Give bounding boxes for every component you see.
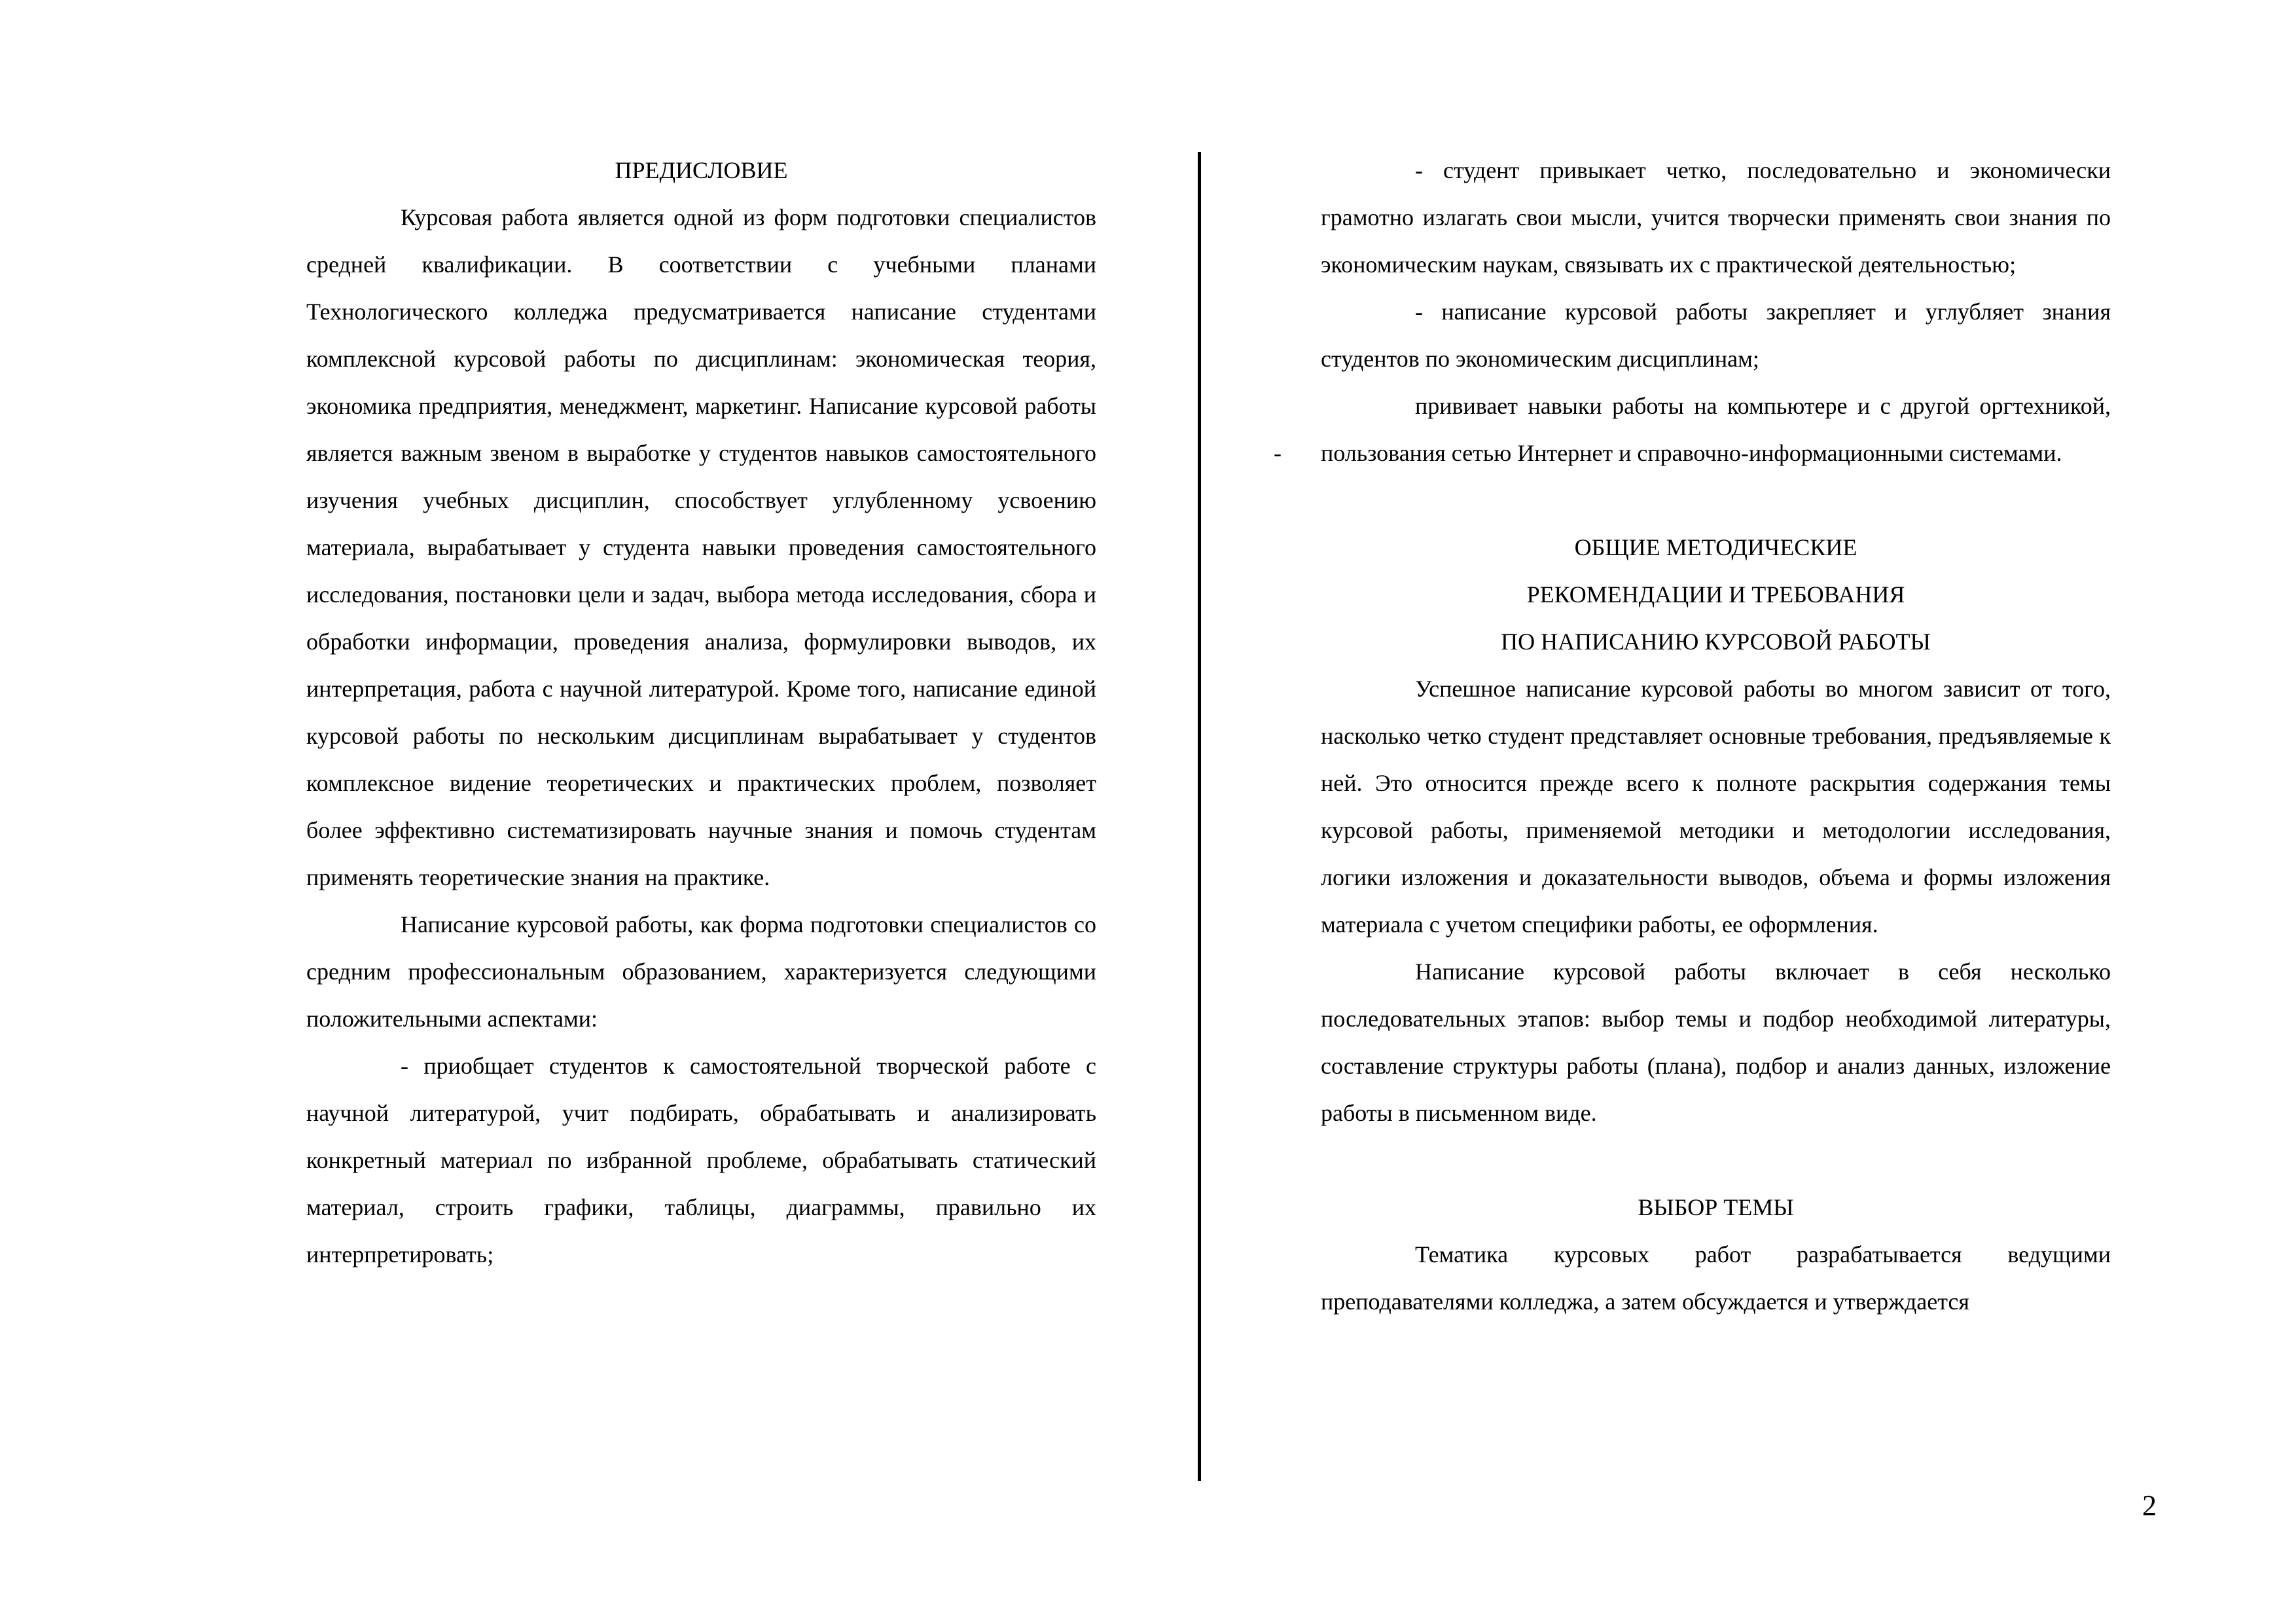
right-column — [1321, 147, 2111, 1325]
preface-list-item-4: прививает навыки работы на компьютере и с другой оргтехникой, пользования сетью Интернет и справочно-информационными системами. — [1321, 393, 2111, 466]
preface-paragraph-2: Написание курсовой работы, как форма подготовки специалистов со средним профессиональным образованием, характеризуется следующими положительными аспектами: — [306, 911, 1096, 1032]
list-dash-marker: - — [1274, 440, 1282, 466]
section-heading-line-3: ПО НАПИСАНИЮ КУРСОВОЙ РАБОТЫ — [1501, 629, 1931, 655]
topic-choice-heading: ВЫБОР ТЕМЫ — [1638, 1194, 1794, 1220]
column-divider — [1198, 152, 1201, 1481]
page-number: 2 — [2142, 1489, 2157, 1522]
section-heading-line-1: ОБЩИЕ МЕТОДИЧЕСКИЕ — [1574, 534, 1857, 560]
topic-choice-paragraph: Тематика курсовых работ разрабатывается ведущими преподавателями колледжа, а затем обсуждается и утверждается — [1321, 1241, 2111, 1315]
section-heading-line-2: РЕКОМЕНДАЦИИ И ТРЕБОВАНИЯ — [1526, 581, 1905, 608]
section-gap — [1321, 477, 2111, 524]
preface-paragraph-1: Курсовая работа является одной из форм подготовки специалистов средней квалификации. В соответствии с учебными планами Технологического колледжа предусматривается написание студентами комплексной курсовой работы по дисциплинам: экономическая теория, экономика предприятия, менеджмент, маркетинг. Написание курсовой работы является важным звеном в выработке у студентов навыков самостоятельного изучения учебных дисциплин, способствует углубленному усвоению материала, вырабатывает у студента навыки проведения самостоятельного исследования, постановки цели и задач, выбора метода исследования, сбора и обработки информации, проведения анализа, формулировки выводов, их интерпретация, работа с научной литературой. Кроме того, написание единой курсовой работы по нескольким дисциплинам вырабатывает у студентов комплексное видение теоретических и практических проблем, позволяет более эффективно систематизировать научные знания и помочь студентам применять теоретические знания на практике. — [306, 204, 1096, 890]
preface-list-item-3: - написание курсовой работы закрепляет и углубляет знания студентов по экономическим дисциплинам; — [1321, 299, 2111, 372]
section-gap — [1321, 1137, 2111, 1184]
left-column — [306, 147, 1096, 1278]
methodology-paragraph-1: Успешное написание курсовой работы во многом зависит от того, насколько четко студент представляет основные требования, предъявляемые к ней. Это относится прежде всего к полноте раскрытия содержания темы курсовой работы, применяемой методики и методологии исследования, логики изложения и доказательности выводов, объема и формы изложения материала с учетом специфики работы, ее оформления. — [1321, 676, 2111, 938]
preface-list-item-1: - приобщает студентов к самостоятельной творческой работе с научной литературой, учит подбирать, обрабатывать и анализировать конкретный материал по избранной проблеме, обрабатывать статический материал, строить графики, таблицы, диаграммы, правильно их интерпретировать; — [306, 1053, 1096, 1267]
preface-title: ПРЕДИСЛОВИЕ — [615, 157, 788, 183]
preface-list-item-2: - студент привыкает четко, последовательно и экономически грамотно излагать свои мысли, учится творчески применять свои знания по экономическим наукам, связывать их с практической деятельностью; — [1321, 157, 2111, 278]
methodology-paragraph-2: Написание курсовой работы включает в себя несколько последовательных этапов: выбор темы и подбор необходимой литературы, составление структуры работы (плана), подбор и анализ данных, изложение работы в письменном виде. — [1321, 958, 2111, 1126]
